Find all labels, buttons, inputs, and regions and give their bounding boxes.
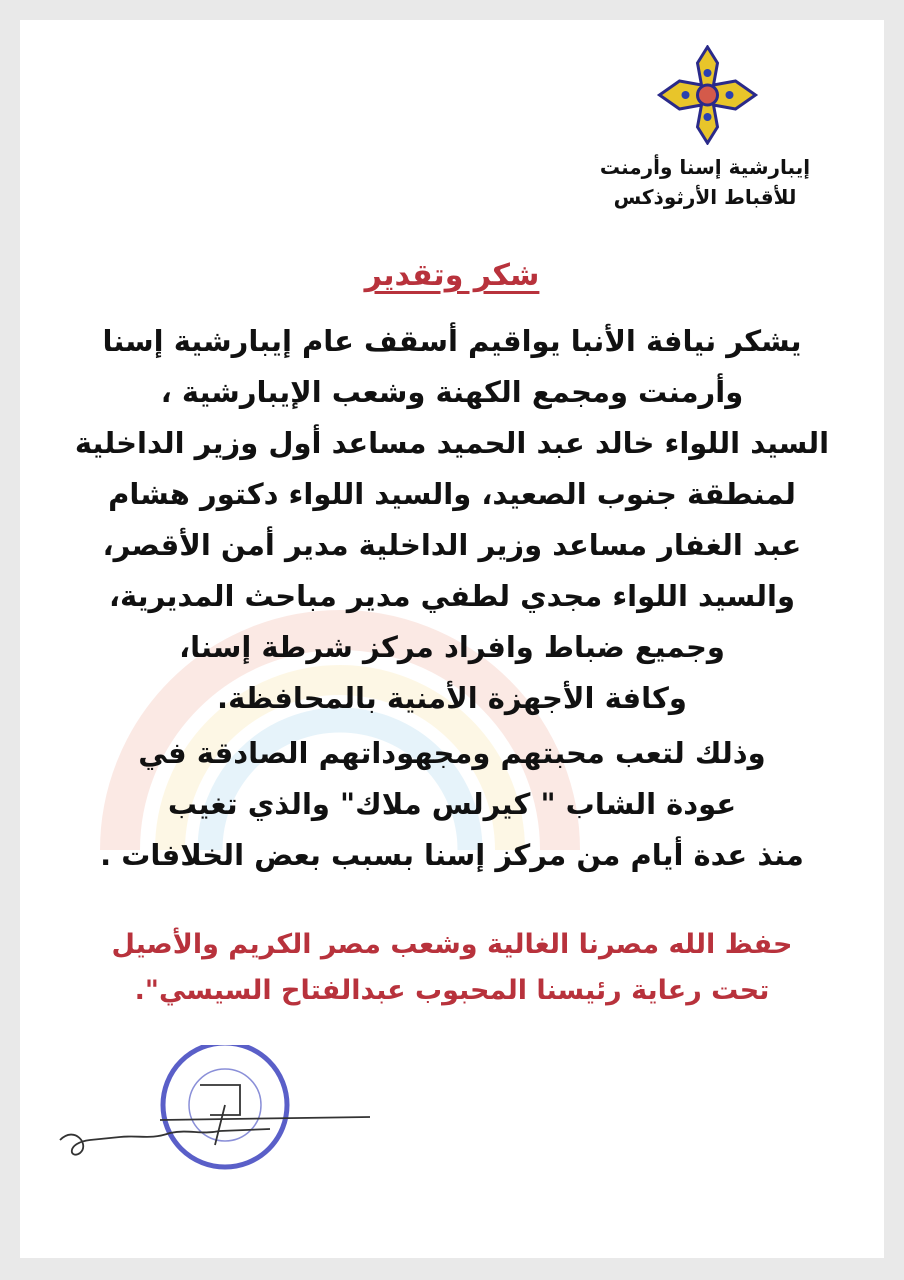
organization-name: [590, 152, 820, 212]
body-line: وجميع ضباط وافراد مركز شرطة إسنا،: [179, 630, 725, 664]
body-line: لمنطقة جنوب الصعيد، والسيد اللواء دكتور هشام: [108, 477, 796, 511]
coptic-cross-icon: [645, 45, 770, 145]
org-line-2: للأقباط الأرثوذكس: [613, 185, 797, 209]
closing-line: تحت رعاية رئيسنا المحبوب عبدالفتاح السيسي".: [134, 975, 770, 1006]
org-line-1: إيبارشية إسنا وأرمنت: [599, 155, 811, 179]
body-line: عودة الشاب " كيرلس ملاك" والذي تغيب: [167, 787, 737, 821]
body-line: والسيد اللواء مجدي لطفي مدير مباحث المديرية،: [108, 579, 796, 613]
body-line: السيد اللواء خالد عبد الحميد مساعد أول وزير الداخلية: [74, 426, 830, 460]
stamp-and-signature: [50, 1045, 380, 1185]
body-line: وذلك لتعب محبتهم ومجهوداتهم الصادقة في: [138, 736, 766, 770]
closing-line: حفظ الله مصرنا الغالية وشعب مصر الكريم والأصيل: [111, 929, 793, 960]
body-line: منذ عدة أيام من مركز إسنا بسبب بعض الخلافات .: [100, 838, 804, 872]
closing-prayer: [60, 922, 844, 1014]
body-line: عبد الغفار مساعد وزير الداخلية مدير أمن الأقصر،: [102, 528, 802, 562]
body-line: وكافة الأجهزة الأمنية بالمحافظة.: [217, 681, 687, 715]
letter-body: [60, 316, 844, 881]
document-title: شكر وتقدير: [364, 258, 540, 293]
body-line: يشكر نيافة الأنبا يواقيم أسقف عام إيبارشية إسنا: [102, 324, 802, 358]
body-line: وأرمنت ومجمع الكهنة وشعب الإيبارشية ،: [160, 375, 744, 409]
